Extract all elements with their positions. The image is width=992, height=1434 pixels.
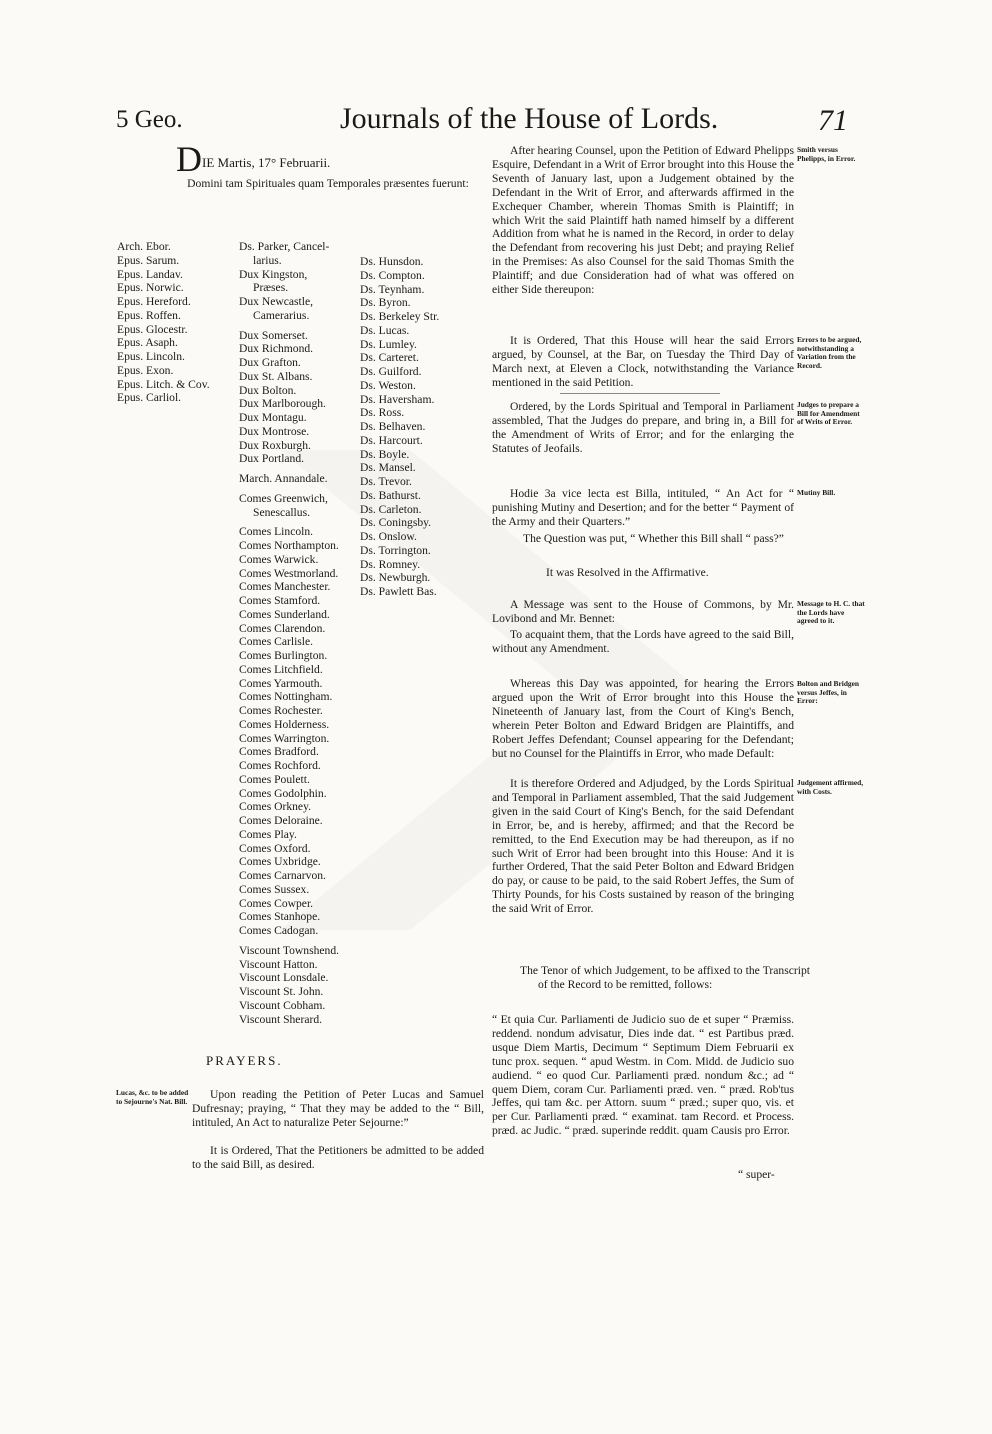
name-entry: March. Annandale. [239,472,328,485]
name-entry: Viscount Sherard. [239,1012,323,1026]
name-entry: Senescallus. [253,505,310,519]
name-entry: Dux Newcastle, [239,295,314,308]
name-entry: Comes Godolphin. [239,786,327,800]
name-entry: Ds. Coningsby. [360,516,432,530]
name-entry: Camerarius. [253,308,310,322]
name-entry: Comes Carnarvon. [239,869,326,882]
name-entry: Viscount Hatton. [239,957,318,971]
name-entry: Comes Play. [239,827,297,841]
margin-note-smith: Smith versus Phelipps, in Error. [797,145,856,163]
para-smith-petition: After hearing Counsel, upon the Petition of Edward Phelipps Esquire, Defendant in a Writ of Error brought into this House the Seventh of January last, upon a Judgement obtained by the Defendant in the Writ of Error, and afterwards affirmed in the Exchequer Chamber, wherein Thomas Smith is Plaintiff; in which Writ the said Plaintiff hath named himself by a different Addition from what he is named in the Record, in order to delay the Defendant from recovering his just Debt; and praying Relief in the Premises: As also Counsel for the said Thomas Smith the Plaintiff; and due Consideration had of what was offered on either Side thereupon: [492,144,794,297]
name-entry: Dux Montagu. [239,411,307,424]
name-entry: Comes Cowper. [239,896,314,910]
name-entry: Ds. Ross. [360,406,405,420]
name-entry: Ds. Weston. [360,378,416,392]
name-entry: Ds. Teynham. [360,282,425,296]
name-entry: Dux Kingston, [239,267,308,281]
name-entry: Ds. Berkeley Str. [360,310,440,323]
name-entry: Comes Burlington. [239,649,328,662]
name-entry: Comes Sussex. [239,882,310,896]
section-title-prayers: PRAYERS. [206,1053,283,1068]
para-message: A Message was sent to the House of Commons, by Mr. Lovibond and Mr. Bennet: [492,598,794,625]
name-entry: Epus. Landav. [117,267,183,281]
catchword: “ super- [738,1168,775,1181]
margin-note-lucas: Lucas, &c. to be added to Sejourne's Nat. Bill. [116,1088,189,1106]
name-entry: Comes Orkney. [239,800,312,814]
name-entry: Epus. Norwic. [117,281,184,295]
name-entry: Dux Bolton. [239,383,297,397]
prayer-order: It is Ordered, That the Petitioners be admitted to be added to the said Bill, as desired. [192,1144,484,1171]
names-column-lords [360,255,478,599]
name-entry: Epus. Exon. [117,363,174,377]
name-entry: Ds. Carteret. [360,351,419,365]
margin-note-errors: Errors to be argued, notwithstanding a Variation from the Record. [797,335,862,370]
name-entry: Ds. Trevor. [360,475,412,488]
name-entry: Comes Lincoln. [239,525,314,539]
name-entry: Ds. Guilford. [360,365,422,378]
name-entry: Dux Richmond. [239,342,314,356]
name-entry: Epus. Litch. & Cov. [117,377,210,391]
margin-note-message: Message to H. C. that the Lords have agreed to it. [797,599,865,626]
name-entry: Viscount Townshend. [239,943,340,957]
name-entry: Ds. Lucas. [360,323,410,337]
name-entry: Dux Montrose. [239,424,310,438]
name-entry: Ds. Haversham. [360,392,435,406]
name-entry: Epus. Roffen. [117,308,181,322]
name-entry: Comes Oxford. [239,841,311,855]
name-entry: Ds. Harcourt. [360,433,423,447]
name-entry: Comes Deloraine. [239,814,323,827]
name-entry: Comes Clarendon. [239,621,326,635]
name-entry: Ds. Boyle. [360,447,410,461]
name-entry: Ds. Pawlett Bas. [360,585,437,598]
name-entry: Dux Somerset. [239,328,308,342]
name-entry: Ds. Belhaven. [360,420,426,433]
name-entry: Comes Westmorland. [239,566,339,580]
name-entry: Comes Yarmouth. [239,676,323,690]
name-entry: Ds. Lumley. [360,337,417,351]
name-entry: Comes Uxbridge. [239,855,321,869]
name-entry: Arch. Ebor. [117,240,171,253]
name-entry: Ds. Mansel. [360,461,416,475]
drop-cap: D [176,139,202,179]
running-head-reign: 5 Geo. [116,106,183,133]
para-mutiny-bill: Hodie 3a vice lecta est Billa, intituled, “ An Act for “ punishing Mutiny and Desertion; and for the better “ Payment of the Army and their Quarters.” [492,487,794,528]
name-entry: Ds. Romney. [360,557,421,571]
para-judges-order: Ordered, by the Lords Spiritual and Temporal in Parliament assembled, That the Judges do prepare, and bring in, a Bill for the Amendment of Writs of Error; and for the enlarging the Statutes of Jeofails. [492,400,794,455]
name-entry: Dux Portland. [239,452,305,466]
para-acquaint: To acquaint them, that the Lords have agreed to the said Bill, without any Amendment. [492,628,794,655]
running-head-title: Journals of the House of Lords. [340,102,719,135]
name-entry: Viscount St. John. [239,985,324,998]
name-entry: Ds. Bathurst. [360,488,421,502]
presence-heading: Domini tam Spirituales quam Temporales præsentes fuerunt: [187,177,469,190]
date-text: IE Martis, 17° Februarii. [202,155,331,170]
name-entry: Comes Holderness. [239,717,330,731]
para-tenor: The Tenor of which Judgement, to be affixed to the Transcript of the Record to be remitted, follows: [520,964,810,991]
name-entry: Comes Stamford. [239,594,321,607]
name-entry: Comes Manchester. [239,580,331,594]
name-entry: Ds. Newburgh. [360,571,431,585]
name-entry: Dux St. Albans. [239,369,313,383]
margin-note-mutiny: Mutiny Bill. [797,488,836,497]
para-latin-tenor: “ Et quia Cur. Parliamenti de Judicio suo de et super “ Præmiss. reddend. nondum advisatur, Dies inde dat. “ est Partibus præd. usque Diem Martis, Decimum “ Septimum Diem Februarii ex tunc prox. sequen. “ apud Westm. in Com. Midd. de Judicio suo audiend. “ eo quod Cur. Parliamenti præd. nondum &c.; ad “ quem Diem, coram Cur. Parliamenti præd. ven. “ præd. Rob'tus Jeffes, qui tam &c. per Attorn. suum “ præd.; super quo, vis. et per Cur. Parliamenti præd. “ examinat. tam Record. et Process. præd. ac Judic. “ præd. superinde reddit. quam Causis pro Error. [492,1013,794,1138]
date-line [176,139,331,179]
name-entry: Epus. Asaph. [117,336,178,350]
name-entry: Comes Cadogan. [239,924,319,937]
name-entry: Ds. Hunsdon. [360,255,424,268]
margin-note-judges: Judges to prepare a Bill for Amendment of Writs of Error. [797,400,860,427]
names-column-bishops [117,240,235,405]
name-entry: Præses. [253,281,289,295]
name-entry: Ds. Onslow. [360,530,417,543]
page-number: 71 [818,104,848,137]
name-entry: larius. [253,253,282,267]
name-entry: Comes Warrington. [239,731,330,745]
name-entry: Comes Poulett. [239,772,310,786]
name-entry: Ds. Parker, Cancel- [239,240,330,253]
name-entry: Comes Stanhope. [239,910,321,924]
margin-note-bolton: Bolton and Bridgen versus Jeffes, in Error: [797,679,860,706]
name-entry: Comes Rochester. [239,704,323,717]
name-entry: Comes Northampton. [239,539,339,552]
name-entry: Ds. Byron. [360,296,411,310]
para-question: The Question was put, “ Whether this Bill shall “ pass?” [523,532,784,545]
name-entry: Comes Nottingham. [239,690,333,704]
margin-note-affirmed: Judgement affirmed, with Costs. [797,778,864,796]
name-entry: Comes Sunderland. [239,607,330,621]
names-column-peers [239,240,357,1026]
name-entry: Comes Carlisle. [239,635,314,649]
name-entry: Dux Marlborough. [239,397,326,411]
name-entry: Comes Greenwich, [239,491,328,505]
para-judgement-order: It is therefore Ordered and Adjudged, by the Lords Spiritual and Temporal in Parliament assembled, That the said Judgement given in the said Court of King's Bench, for the said Defendant in Error, be, and is hereby, affirmed; and that the Record be remitted, to the End Execution may be had thereupon, as if no such Writ of Error had been brought into this House: And it is further Ordered, That the said Peter Bolton and Edward Bridgen do pay, or cause to be paid, to the said Robert Jeffes, the Sum of Thirty Pounds, for his Costs sustained by reason of the bringing the said Writ of Error. [492,777,794,916]
name-entry: Epus. Sarum. [117,253,180,267]
name-entry: Epus. Carliol. [117,391,182,405]
name-entry: Comes Bradford. [239,745,319,759]
divider [560,393,720,394]
name-entry: Epus. Lincoln. [117,350,185,363]
name-entry: Viscount Cobham. [239,998,326,1012]
name-entry: Comes Warwick. [239,552,319,566]
para-bolton-hearing: Whereas this Day was appointed, for hearing the Errors argued upon the Writ of Error brought into this House the Nineteenth of January last, from the Court of King's Bench, wherein Peter Bolton and Edward Bridgen are Plaintiffs, and Robert Jeffes Defendant; Counsel appearing for the Defendant; but no Counsel for the Plaintiffs in Error, who made Default: [492,677,794,760]
name-entry: Ds. Torrington. [360,543,431,557]
name-entry: Comes Rochford. [239,759,321,772]
para-errors-order: It is Ordered, That this House will hear the said Errors argued, by Counsel, at the Bar, on Tuesday the Third Day of March next, at Eleven a Clock, notwithstanding the Variance mentioned in the said Petition. [492,334,794,389]
name-entry: Dux Grafton. [239,356,301,369]
name-entry: Dux Roxburgh. [239,438,311,452]
prayer-petition: Upon reading the Petition of Peter Lucas and Samuel Dufresnay; praying, “ That they may be added to the “ Bill, intituled, An Act to naturalize Peter Sejourne:” [192,1088,484,1129]
name-entry: Epus. Glocestr. [117,322,188,336]
name-entry: Epus. Hereford. [117,295,191,308]
name-entry: Comes Litchfield. [239,662,323,676]
name-entry: Ds. Carleton. [360,502,422,516]
name-entry: Viscount Lonsdale. [239,971,329,985]
para-resolved: It was Resolved in the Affirmative. [546,566,709,579]
name-entry: Ds. Compton. [360,268,425,282]
